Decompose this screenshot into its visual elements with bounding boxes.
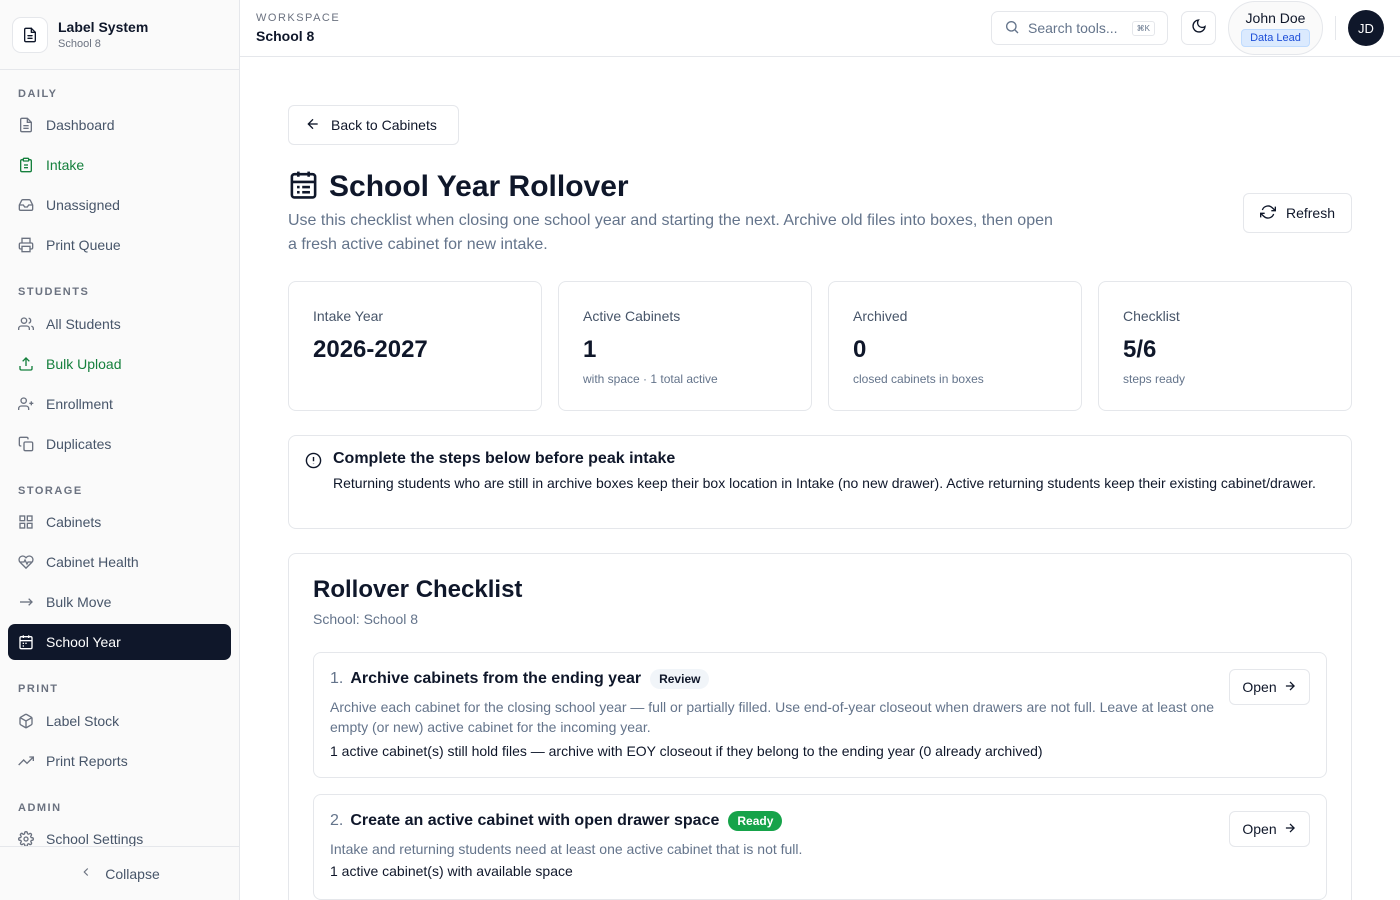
sidebar-item-print-reports[interactable]: [8, 743, 231, 779]
sidebar-item-dashboard[interactable]: [8, 107, 231, 143]
sidebar-item-duplicates[interactable]: [8, 426, 231, 462]
workspace-label: WORKSPACE: [256, 12, 341, 24]
sidebar-item-enrollment[interactable]: [8, 386, 231, 422]
sidebar-item-cabinet-health[interactable]: [8, 544, 231, 580]
search-shortcut: ⌘K: [1132, 21, 1155, 36]
step-number: 2.: [330, 812, 344, 829]
sidebar-item-label: Bulk Move: [46, 594, 112, 610]
back-to-cabinets-button[interactable]: [288, 105, 459, 145]
user-role-badge: Data Lead: [1241, 29, 1310, 47]
page-description: Use this checklist when closing one school year and starting the next. Archive old files into boxes, then open a fresh active cabinet for new intake.: [288, 212, 1053, 253]
sidebar-item-intake[interactable]: [8, 147, 231, 183]
sidebar-item-label: School Year: [46, 634, 121, 650]
stat-sub: steps ready: [1123, 372, 1186, 386]
checklist-step: [313, 652, 1327, 778]
sidebar-item-bulk-upload[interactable]: [8, 346, 231, 382]
upload-icon: [18, 356, 34, 372]
users-icon: [18, 316, 34, 332]
heart-pulse-icon: [18, 554, 34, 570]
open-label: Open: [1242, 821, 1277, 837]
checklist-subtitle: School: School 8: [313, 611, 419, 627]
sidebar-item-label: Cabinets: [46, 514, 102, 530]
brand-title: Label System: [58, 19, 149, 35]
stat-label: Active Cabinets: [583, 308, 681, 324]
stat-value: 1: [583, 336, 597, 363]
stat-label: Archived: [853, 308, 908, 324]
step-description: Intake and returning students need at least one active cabinet that is not full.: [330, 841, 803, 857]
rollover-checklist: [288, 553, 1352, 900]
info-alert: [288, 435, 1352, 529]
sidebar: [0, 0, 240, 900]
page-title: School Year Rollover: [329, 170, 629, 203]
user-plus-icon: [18, 396, 34, 412]
step-title: Archive cabinets from the ending year: [350, 670, 642, 687]
theme-toggle-button[interactable]: [1181, 11, 1216, 45]
back-button-label: Back to Cabinets: [331, 117, 437, 133]
search-icon: [1004, 19, 1020, 38]
stat-value: 2026-2027: [313, 336, 428, 363]
printer-icon: [18, 237, 34, 253]
arrow-left-icon: [305, 116, 321, 135]
sidebar-item-cabinets[interactable]: [8, 504, 231, 540]
avatar[interactable]: JD: [1348, 10, 1384, 46]
chevron-left-icon: [79, 865, 93, 882]
section-label-admin: ADMIN: [18, 802, 62, 814]
refresh-icon: [1260, 204, 1276, 223]
grid-icon: [18, 514, 34, 530]
collapse-button[interactable]: [0, 846, 239, 900]
sidebar-item-label: Dashboard: [46, 117, 115, 133]
alert-circle-icon: [305, 452, 322, 474]
sidebar-item-label: Enrollment: [46, 396, 113, 412]
arrow-right-icon: [18, 594, 34, 610]
stat-sub: closed cabinets in boxes: [853, 372, 984, 386]
inbox-icon: [18, 197, 34, 213]
sidebar-item-label: Duplicates: [46, 436, 112, 452]
clipboard-icon: [18, 157, 34, 173]
sidebar-item-all-students[interactable]: [8, 306, 231, 342]
step-description: Archive each cabinet for the closing school year — full or partially filled. Use end-of-year closeout when drawers are not full. Leave at least one empty (or new) active cabinet for the incoming year.: [330, 699, 1215, 735]
brand[interactable]: [0, 0, 239, 70]
top-header: [240, 0, 1400, 57]
sidebar-item-label: School Settings: [46, 831, 144, 846]
user-menu[interactable]: [1228, 1, 1323, 55]
refresh-button[interactable]: [1243, 193, 1352, 233]
status-badge: Ready: [728, 811, 782, 831]
checklist-title: Rollover Checklist: [313, 576, 523, 603]
checklist-step: [313, 794, 1327, 900]
sidebar-item-label: Intake: [46, 157, 85, 173]
alert-body: Returning students who are still in archive boxes keep their box location in Intake (no new drawer). Active returning students keep their existing cabinet/drawer.: [333, 475, 1316, 491]
sidebar-item-label: Unassigned: [46, 197, 120, 213]
step-note: 1 active cabinet(s) with available space: [330, 863, 573, 879]
trending-icon: [18, 753, 34, 769]
sidebar-item-label-stock[interactable]: [8, 703, 231, 739]
open-button[interactable]: [1229, 669, 1310, 705]
stat-card-archived: [828, 281, 1082, 411]
main-content: [240, 57, 1400, 900]
stat-card-checklist: [1098, 281, 1352, 411]
calendar-icon: [18, 634, 34, 650]
header-divider: [1335, 16, 1336, 40]
sidebar-item-label: Print Queue: [46, 237, 121, 253]
copy-icon: [18, 436, 34, 452]
settings-icon: [18, 831, 34, 846]
stat-label: Intake Year: [313, 308, 384, 324]
sidebar-item-print-queue[interactable]: [8, 227, 231, 263]
file-icon: [18, 117, 34, 133]
file-text-icon: [12, 17, 48, 53]
sidebar-item-school-settings[interactable]: [8, 821, 231, 846]
sidebar-item-label: Print Reports: [46, 753, 128, 769]
section-label-storage: STORAGE: [18, 485, 83, 497]
alert-title: Complete the steps below before peak intake: [333, 450, 676, 467]
stat-label: Checklist: [1123, 308, 1180, 324]
sidebar-item-label: All Students: [46, 316, 121, 332]
sidebar-nav: [0, 70, 239, 846]
package-icon: [18, 713, 34, 729]
sidebar-item-label: Bulk Upload: [46, 356, 122, 372]
sidebar-item-label: Cabinet Health: [46, 554, 139, 570]
stat-value: 5/6: [1123, 336, 1157, 363]
page-title-row: [288, 169, 629, 205]
calendar-icon: [288, 169, 319, 205]
section-label-students: STUDENTS: [18, 286, 90, 298]
sidebar-item-label: Label Stock: [46, 713, 120, 729]
arrow-right-icon: [1283, 821, 1297, 838]
sidebar-item-unassigned[interactable]: [8, 187, 231, 223]
status-badge: Review: [650, 669, 709, 689]
step-number: 1.: [330, 670, 344, 687]
open-button[interactable]: [1229, 811, 1310, 847]
workspace-name[interactable]: School 8: [256, 28, 315, 44]
collapse-label: Collapse: [105, 865, 160, 882]
search-input[interactable]: [991, 11, 1168, 45]
section-label-print: PRINT: [18, 683, 59, 695]
brand-subtitle: School 8: [58, 38, 101, 50]
stat-value: 0: [853, 336, 867, 363]
refresh-label: Refresh: [1285, 205, 1336, 221]
sidebar-item-school-year[interactable]: [8, 624, 231, 660]
user-name: John Doe: [1245, 9, 1306, 26]
open-label: Open: [1242, 679, 1277, 695]
moon-icon: [1191, 18, 1207, 39]
step-note: 1 active cabinet(s) still hold files — archive with EOY closeout if they belong to the ending year (0 already archived): [330, 743, 1043, 759]
search-placeholder: Search tools...: [1028, 20, 1118, 36]
arrow-right-icon: [1283, 679, 1297, 696]
section-label-daily: DAILY: [18, 88, 58, 100]
stat-card-active-cabinets: [558, 281, 812, 411]
step-title: Create an active cabinet with open drawer space: [350, 812, 720, 829]
stat-sub: with space · 1 total active: [583, 372, 718, 386]
stat-card-intake-year: [288, 281, 542, 411]
sidebar-item-bulk-move[interactable]: [8, 584, 231, 620]
